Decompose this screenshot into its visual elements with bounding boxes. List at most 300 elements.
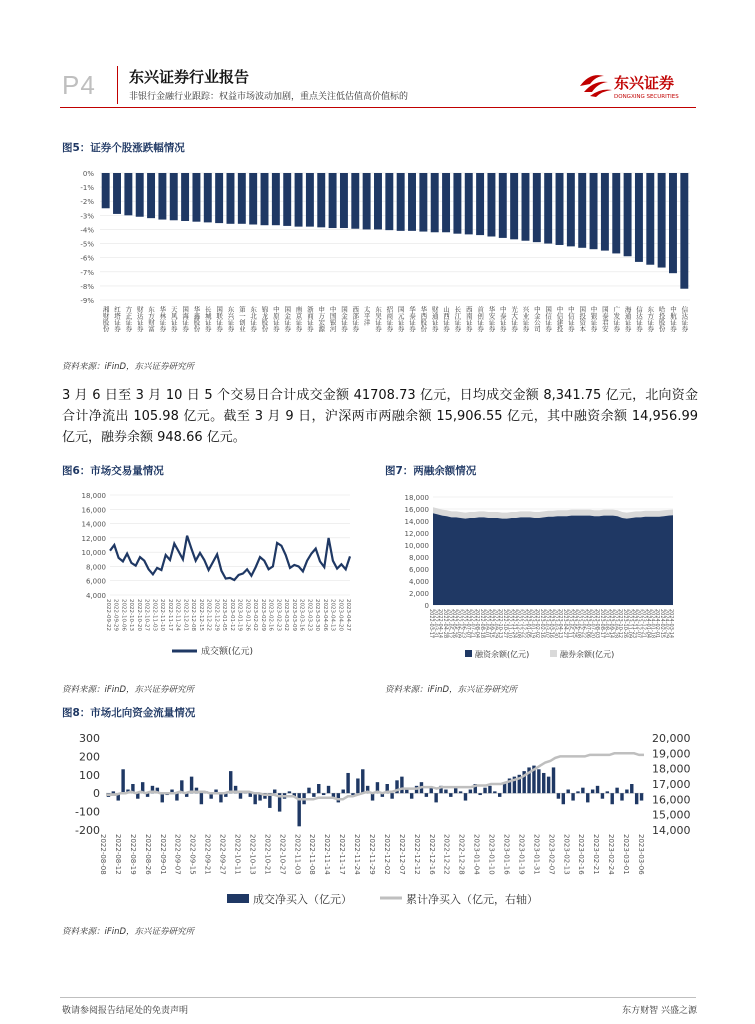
fig8-xlabel: 2022-12-02 [382,834,391,875]
fig5-bar [170,173,178,220]
logo-icon [578,64,688,104]
fig8-xlabel: 2023-02-21 [592,834,601,875]
fig8-xlabel: 2022-10-21 [263,834,272,875]
fig8-bar [469,790,472,794]
fig6-xlabel: 2022-11-03 [151,599,158,631]
fig8-xlabel: 2022-09-01 [158,834,167,875]
fig8-bar [552,767,555,793]
fig8-xlabel: 2022-10-27 [278,834,287,875]
fig7-xlabel: 2022-07-21 [469,609,476,639]
fig8-bar [488,786,491,793]
fig5-bar [147,173,155,218]
fig7-xlabel: 2023-08-17 [598,609,605,639]
fig5-bar [249,173,257,225]
fig7-ytick: 8,000 [408,554,429,562]
fig8-bar [606,791,609,793]
fig7-xlabel: 2022-11-24 [511,609,518,639]
fig7-xlabel: 2022-09-15 [488,609,494,639]
fig7-xlabel: 2023-02-16 [538,609,545,639]
fig6-xlabel: 2022-12-01 [182,599,189,631]
fig6-ytick: 4,000 [85,592,106,600]
fig5-xlabel: 中信建投 [555,306,564,332]
fig5-xlabel: 中银证券 [589,306,598,332]
fig5-bar [306,173,314,227]
fig5-xlabel: 第一创业 [237,306,246,332]
fig5-xlabel: 哈投股份 [657,306,666,332]
fig7-xlabel: 2023-11-23 [631,609,638,639]
fig5-xlabel: 广发证券 [612,306,621,332]
fig5-ytick: -6% [80,254,94,263]
fig8-y2tick: 14,000 [652,824,691,837]
fig8-xlabel: 2023-01-19 [517,834,526,875]
fig8-ytick: -100 [75,805,100,819]
report-title: 东兴证券行业报告 [129,68,250,86]
fig8-bar [249,793,252,797]
fig8-title: 图8：市场北向资金流量情况 [62,707,196,719]
fig5-bar [669,173,677,273]
fig8-xlabel: 2022-12-28 [457,834,466,875]
fig7-xlabel: 2022-05-12 [446,609,453,639]
fig5-bar [385,173,393,230]
fig8-bar [542,773,545,793]
fig5-xlabel: 南京证券 [294,306,303,332]
fig8-chart [62,728,698,913]
fig5-bar [578,173,586,248]
fig7-xlabel: 2022-03-31 [432,609,439,639]
fig8-bar [121,769,124,793]
fig6-source: 资料来源：iFinD，东兴证券研究所 [62,685,195,695]
fig5-title: 图5：证券个股涨跌幅情况 [62,142,185,154]
fig8-bar [459,791,462,793]
fig5-xlabel: 华泰证券 [408,306,417,332]
fig6-xlabel: 2022-10-20 [135,599,142,631]
fig6-xlabel: 2023-04-27 [345,599,351,631]
fig5-bar [204,173,212,222]
fig8-y2tick: 17,000 [652,778,691,791]
fig5-bar [590,173,598,249]
fig6-xlabel: 2022-11-17 [166,599,173,631]
fig8-y2tick: 18,000 [652,762,691,776]
fig5-bar [283,173,291,226]
fig8-bar [346,773,349,793]
fig7-xlabel: 2022-03-17 [428,609,434,639]
company-logo [578,64,688,104]
fig7-legend-label-b: 融券余额(亿元) [560,650,615,659]
fig5-xlabel: 中航证券 [668,306,677,332]
fig8-bar [410,793,413,799]
fig8-xlabel: 2022-10-13 [248,834,257,875]
fig8-bar [239,793,242,799]
fig7-xlabel: 2022-04-28 [441,609,448,639]
fig5-ytick: -4% [80,226,94,235]
fig5-xlabel: 国海证券 [181,306,190,332]
fig8-xlabel: 2022-11-03 [293,834,302,875]
fig5-bar [431,173,439,232]
fig5-bar [601,173,609,251]
fig8-xlabel: 2022-08-26 [143,834,152,875]
footer-slogan: 东方财智 兴盛之源 [622,1006,697,1016]
fig5-xlabel: 东兴证券 [226,306,235,332]
fig5-ytick: -7% [80,268,94,277]
fig8-xlabel: 2022-11-24 [353,834,362,875]
fig7-xlabel: 2023-03-16 [548,609,554,639]
fig8-xlabel: 2023-02-13 [562,834,571,875]
fig7-xlabel: 2023-03-30 [552,609,559,639]
fig5-bar [419,173,427,232]
fig8-bar [630,784,633,793]
fig5-bar [215,173,223,223]
fig5-ytick: 0% [82,170,94,178]
footer-disclaimer: 敬请参阅报告结尾处的免责声明 [62,1006,189,1016]
fig8-xlabel: 2022-11-29 [368,834,376,875]
fig8-bar [640,793,643,800]
fig5-xlabel: 信达证券 [680,306,689,332]
fig8-y2tick: 20,000 [652,732,691,745]
fig5-xlabel: 东吴证券 [373,306,382,332]
fig6-xlabel: 2023-03-30 [314,599,321,631]
fig8-bar [601,793,604,799]
fig5-bar [181,173,189,221]
fig7-xlabel: 2023-11-09 [626,609,633,639]
fig8-bar [434,793,437,802]
fig8-bar [576,791,579,793]
fig6-xlabel: 2023-02-09 [259,599,266,631]
fig8-bar [317,784,320,793]
fig6-xlabel: 2022-10-13 [128,599,135,631]
fig7-xlabel: 2022-05-26 [451,609,458,639]
fig8-legend-swatch-a [227,894,249,903]
fig6-ytick: 8,000 [85,563,106,572]
fig8-cumulative-line [106,753,644,799]
fig8-bar [483,788,486,794]
fig6-xlabel: 2022-11-24 [174,599,181,631]
fig6-ytick: 12,000 [81,534,106,543]
fig5-xlabel: 海通证券 [623,306,632,332]
fig8-bar [562,793,565,804]
fig6-xlabel: 2022-12-29 [213,599,220,631]
fig8-legend-label-b: 累计净买入（亿元，右轴） [406,893,538,906]
fig8-xlabel: 2022-12-22 [442,834,451,875]
fig6-xlabel: 2023-04-13 [329,599,336,631]
fig8-xlabel: 2022-12-12 [412,834,421,875]
fig7-xlabel: 2023-09-14 [608,609,614,639]
fig7-xlabel: 2023-12-21 [640,609,647,639]
fig5-bar [136,173,144,217]
fig7-xlabel: 2022-06-09 [455,609,462,639]
fig6-xlabel: 2023-03-09 [290,599,297,631]
fig5-ytick: -9% [80,297,94,305]
fig5-bar [510,173,518,239]
fig7-xlabel: 2022-12-22 [520,609,527,639]
fig8-bar [161,793,164,802]
fig5-xlabel: 招商证券 [385,306,394,332]
fig7-xlabel: 2023-03-02 [543,609,550,639]
fig7-area-rongzi [433,513,673,605]
fig5-xlabel: 华西股份 [419,306,428,332]
fig8-legend-label-a: 成交净买入（亿元） [253,893,352,906]
fig6-xlabel: 2022-09-29 [112,599,119,631]
fig5-source: 资料来源：iFinD，东兴证券研究所 [62,362,195,372]
fig7-xlabel: 2022-07-07 [464,609,471,639]
fig6-legend-label: 成交额(亿元) [201,647,254,657]
fig7-xlabel: 2023-02-02 [534,609,541,639]
fig8-bar [615,788,618,794]
fig8-bar [596,786,599,793]
fig7-legend-swatch-b [550,650,557,657]
header-rule [60,107,696,108]
fig8-bar [288,791,291,793]
fig8-bar [312,793,315,797]
fig7-ytick: 6,000 [408,566,429,574]
fig5-xlabel: 财达证券 [135,306,144,332]
fig8-bar [571,793,574,800]
fig8-bar [307,788,310,794]
logo-subtext: DONGXING SECURITIES [614,94,679,100]
fig5-xlabel: 国投资本 [578,306,587,332]
fig5-bar [102,173,110,208]
fig8-bar [547,777,550,794]
fig5-bar [351,173,359,229]
fig7-xlabel: 2024-02-29 [663,609,670,639]
fig5-bar [442,173,450,232]
fig5-bar [556,173,564,245]
fig5-xlabel: 华安证券 [487,306,496,332]
fig8-xlabel: 2023-01-31 [532,834,541,875]
fig6-xlabel: 2022-09-22 [105,599,111,631]
fig5-bar [408,173,416,231]
fig7-ytick: 10,000 [404,542,429,550]
fig7-xlabel: 2024-03-14 [668,609,674,639]
fig7-xlabel: 2023-06-22 [580,609,587,639]
page-number: P4 [62,70,96,100]
fig6-xlabel: 2022-10-27 [143,599,150,631]
fig5-xlabel: 兴业证券 [521,306,530,332]
fig5-xlabel: 国信证券 [544,306,553,332]
fig8-bar [581,788,584,794]
fig7-ytick: 18,000 [404,494,429,502]
fig8-bar [586,793,589,802]
fig8-xlabel: 2023-03-06 [637,834,645,875]
fig8-xlabel: 2022-08-12 [113,834,122,875]
fig5-bar [612,173,620,253]
fig5-bar [453,173,461,234]
fig5-bar [192,173,200,222]
fig8-xlabel: 2022-08-08 [99,834,107,875]
fig6-xlabel: 2023-04-20 [337,599,344,631]
fig8-bar [537,769,540,793]
fig5-bar [363,173,371,229]
fig6-ytick: 16,000 [81,506,106,515]
fig5-bar [295,173,303,227]
fig8-xlabel: 2022-11-08 [308,834,317,875]
fig5-xlabel: 国元证券 [396,306,405,332]
fig8-bar [356,778,359,793]
fig5-xlabel: 中泰证券 [498,306,507,332]
fig8-xlabel: 2022-11-14 [323,834,332,875]
fig8-y2tick: 19,000 [652,747,691,761]
fig7-xlabel: 2022-09-29 [492,609,499,639]
fig5-ytick: -2% [80,198,94,207]
fig8-bar [273,790,276,794]
fig5-bar [340,173,348,228]
fig5-xlabel: 中国银河 [328,306,337,332]
fig7-legend-swatch-a [465,650,472,657]
fig5-xlabel: 浙商证券 [305,306,314,332]
fig5-xlabel: 长城证券 [203,306,212,332]
fig7-xlabel: 2024-01-04 [644,609,651,639]
fig5-bar [465,173,473,234]
fig5-bar [476,173,484,235]
fig5-xlabel: 华林证券 [158,306,167,332]
fig7-xlabel: 2023-07-06 [584,609,591,639]
fig7-xlabel: 2023-08-03 [594,609,601,639]
fig8-bar [498,793,501,797]
fig7-ytick: 0 [424,602,429,610]
fig7-title: 图7：两融余额情况 [385,465,477,477]
fig5-xlabel: 山西证券 [442,306,451,332]
fig7-xlabel: 2023-10-12 [617,609,624,639]
fig7-xlabel: 2023-01-05 [524,609,531,639]
fig8-bar [557,793,560,799]
fig8-ytick: -200 [75,824,100,837]
fig7-source: 资料来源：iFinD，东兴证券研究所 [385,685,518,695]
fig5-bar [227,173,235,224]
fig6-series-line [110,536,350,580]
fig6-ytick: 6,000 [85,577,106,586]
fig5-xlabel: 红塔证券 [113,306,122,332]
fig7-xlabel: 2023-10-26 [621,609,628,639]
fig8-bar [425,793,428,797]
fig7-xlabel: 2023-07-20 [589,609,596,639]
fig8-ytick: 100 [79,768,100,782]
fig7-chart [385,485,697,665]
fig5-xlabel: 锦龙股份 [260,306,269,332]
fig5-xlabel: 东北证券 [249,306,258,332]
fig6-chart [62,485,362,665]
fig5-xlabel: 方正证券 [124,306,133,332]
fig8-bar [454,788,457,794]
fig8-bar [229,771,232,793]
fig7-xlabel: 2022-09-01 [483,609,490,639]
fig8-bar [322,793,325,795]
fig7-xlabel: 2023-04-27 [561,609,568,639]
report-subtitle: 非银行金融行业跟踪：权益市场波动加剧，重点关注低估值高价值标的 [129,92,409,102]
fig5-ytick: -5% [80,240,94,249]
fig5-bar [238,173,246,224]
fig8-bar [444,790,447,794]
fig5-ytick: -8% [80,282,94,291]
fig8-bar [219,793,222,802]
fig8-xlabel: 2022-09-21 [203,834,212,875]
fig8-xlabel: 2022-09-15 [188,834,197,875]
footer-rule [60,997,696,998]
fig7-xlabel: 2024-02-01 [654,609,661,639]
fig6-xlabel: 2023-03-02 [283,599,290,631]
fig8-xlabel: 2023-01-10 [487,834,496,875]
fig8-bar [405,790,408,794]
fig7-ytick: 14,000 [404,518,429,526]
fig5-xlabel: 光大证券 [510,306,519,332]
fig5-bar [158,173,166,220]
fig7-xlabel: 2023-05-25 [571,609,578,639]
fig8-ytick: 0 [93,787,100,801]
fig7-xlabel: 2023-08-31 [603,609,610,639]
fig7-ytick: 16,000 [404,506,429,514]
fig8-bar [449,793,452,797]
fig7-xlabel: 2024-01-18 [649,609,656,639]
header-divider [117,66,118,104]
fig8-bar [327,786,330,793]
fig7-ytick: 4,000 [408,578,429,586]
fig8-xlabel: 2022-11-17 [338,834,347,875]
fig5-ytick: -3% [80,212,94,221]
fig7-xlabel: 2023-05-11 [566,609,573,639]
fig5-bar [124,173,132,215]
fig8-y2tick: 16,000 [652,793,691,807]
fig7-xlabel: 2022-11-10 [506,609,513,639]
fig6-xlabel: 2023-02-16 [267,599,274,631]
fig5-bar [635,173,643,262]
fig6-xlabel: 2022-11-10 [159,599,166,631]
fig6-xlabel: 2022-12-22 [205,599,212,631]
fig8-bar [341,790,344,794]
fig5-xlabel: 天风证券 [169,306,178,332]
fig5-ytick: -1% [80,184,94,193]
fig5-xlabel: 中金公司 [532,306,541,332]
fig7-xlabel: 2022-08-04 [474,609,481,639]
fig5-bar [658,173,666,268]
fig5-bar [646,173,654,265]
fig8-bar [566,790,569,794]
fig8-bar [620,793,623,800]
logo-text: 东兴证券 [614,74,675,92]
fig8-xlabel: 2022-09-27 [218,834,227,875]
fig5-xlabel: 国金证券 [283,306,292,332]
fig6-ytick: 10,000 [81,549,106,558]
fig6-xlabel: 2022-12-15 [197,599,204,631]
fig5-xlabel: 国泰君安 [600,306,609,332]
fig6-xlabel: 2023-01-12 [228,599,235,631]
fig5-bar [317,173,325,227]
fig6-xlabel: 2023-02-02 [252,599,259,631]
fig6-xlabel: 2023-01-05 [221,599,228,631]
fig8-ytick: 200 [79,750,100,764]
fig5-xlabel: 中原证券 [271,306,280,332]
fig6-xlabel: 2023-02-23 [275,599,282,631]
fig7-xlabel: 2023-09-28 [612,609,619,639]
fig8-bar [253,793,256,804]
fig5-bar [499,173,507,238]
fig8-bar [390,793,393,799]
fig8-xlabel: 2023-02-24 [607,834,616,875]
fig8-bar [625,790,628,794]
fig5-xlabel: 太平洋 [362,306,371,326]
fig5-xlabel: 湘财股份 [101,306,110,332]
fig5-xlabel: 东方证券 [646,306,655,332]
fig8-ytick: 300 [79,732,100,745]
fig6-title: 图6：市场交易量情况 [62,465,164,477]
fig5-xlabel: 信达证券 [634,306,643,332]
fig5-xlabel: 长江证券 [453,306,462,332]
fig5-bar [680,173,688,289]
fig8-xlabel: 2023-02-07 [547,834,556,875]
fig8-bar [610,793,613,804]
fig5-bar [544,173,552,244]
fig6-xlabel: 2023-01-26 [244,599,251,631]
body-paragraph: 3 月 6 日至 3 月 10 日 5 个交易日合计成交金额 41708.73 亿元，日均成交金额 8,341.75 亿元，北向资金合计净流出 105.98 亿元。截至 3 月 9 日，沪深两市两融余额 15,906.55 亿元，其中融资余额 14,956.99 亿元，融券余额 948.66 亿元。 [62,388,698,445]
fig7-xlabel: 2023-12-07 [635,609,642,639]
fig5-xlabel: 西南证券 [464,306,473,332]
